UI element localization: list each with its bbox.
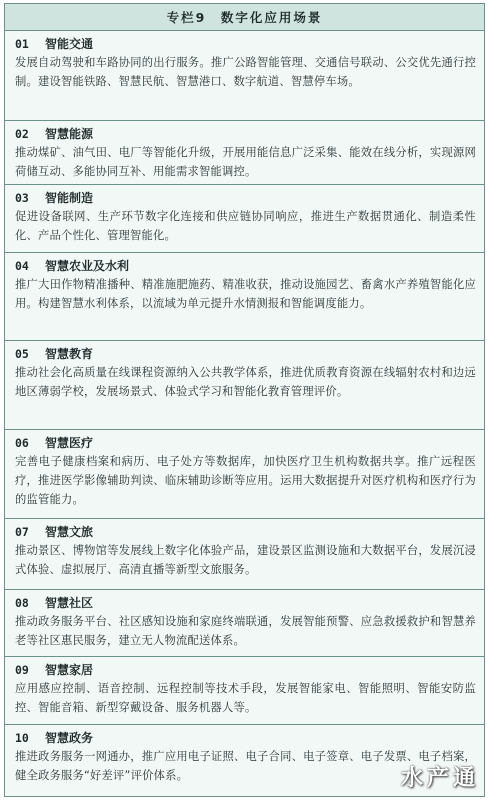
section-title: 智慧文旅 [45,525,94,539]
section-number: 08 [15,596,29,610]
section-number: 01 [15,37,29,51]
section-title: 智慧教育 [45,347,94,361]
section-number: 03 [15,191,29,205]
section-title: 智慧社区 [45,596,94,610]
section-body: 推动煤矿、油气田、电厂等智能化升级，开展用能信息广泛采集、能效在线分析，实现源网荷储互动、多能协同互补、用能需求智能调控。 [15,146,476,178]
section-05 [5,341,484,430]
section-body: 推动景区、博物馆等发展线上数字化体验产品，建设景区监测设施和大数据平台，发展沉浸式体验、虚拟展厅、高清直播等新型文旅服务。 [15,544,476,576]
section-number: 02 [15,127,29,141]
section-01 [5,31,484,121]
section-number: 07 [15,525,29,539]
section-number: 10 [15,731,29,745]
section-07 [5,519,484,590]
section-02 [5,121,484,185]
section-body: 完善电子健康档案和病历、电子处方等数据库，加快医疗卫生机构数据共享。推广远程医疗，推进医学影像辅助判读、临床辅助诊断等应用。运用大数据提升对医疗机构和医疗行为的监管能力。 [15,455,476,506]
section-04 [5,253,484,341]
section-body: 推动政务服务平台、社区感知设施和家庭终端联通，发展智能预警、应急救援救护和智慧养老等社区惠民服务，建立无人物流配送体系。 [15,615,476,647]
section-title: 智慧医疗 [45,436,94,450]
section-08 [5,590,484,657]
section-number: 05 [15,347,29,361]
section-number: 04 [15,259,29,273]
watermark-logo: 水产通 [400,766,479,791]
section-title: 智慧能源 [45,127,94,141]
section-number: 09 [15,663,29,677]
section-title: 智慧家居 [45,663,94,677]
section-body: 推进政务服务一网通办，推广应用电子证照、电子合同、电子签章、电子发票、电子档案，健全政务服务“好差评”评价体系。 [15,750,476,782]
section-body: 发展自动驾驶和车路协同的出行服务。推广公路智能管理、交通信号联动、公交优先通行控制。建设智能铁路、智慧民航、智慧港口、数字航道、智慧停车场。 [15,56,476,88]
section-body: 推广大田作物精准播种、精准施肥施药、精准收获，推动设施园艺、畜禽水产养殖智能化应用。构建智慧水利体系，以流域为单元提升水情测报和智能调度能力。 [15,278,476,310]
page-title: 专栏9 数字化应用场景 [5,4,484,31]
section-title: 智慧农业及水利 [45,259,130,273]
section-title: 智能交通 [45,37,94,51]
column-table [4,3,485,797]
section-number: 06 [15,436,29,450]
section-body: 促进设备联网、生产环节数字化连接和供应链协同响应，推进生产数据贯通化、制造柔性化、产品个性化、管理智能化。 [15,210,476,242]
section-09 [5,657,484,725]
section-body: 推动社会化高质量在线课程资源纳入公共教学体系，推进优质教育资源在线辐射农村和边远地区薄弱学校，发展场景式、体验式学习和智能化教育管理评价。 [15,366,476,398]
section-body: 应用感应控制、语音控制、远程控制等技术手段，发展智能家电、智能照明、智能安防监控、智能音箱、新型穿戴设备、服务机器人等。 [15,682,476,714]
section-title: 智慧政务 [45,731,94,745]
section-03 [5,185,484,253]
section-title: 智能制造 [45,191,94,205]
section-06 [5,430,484,519]
